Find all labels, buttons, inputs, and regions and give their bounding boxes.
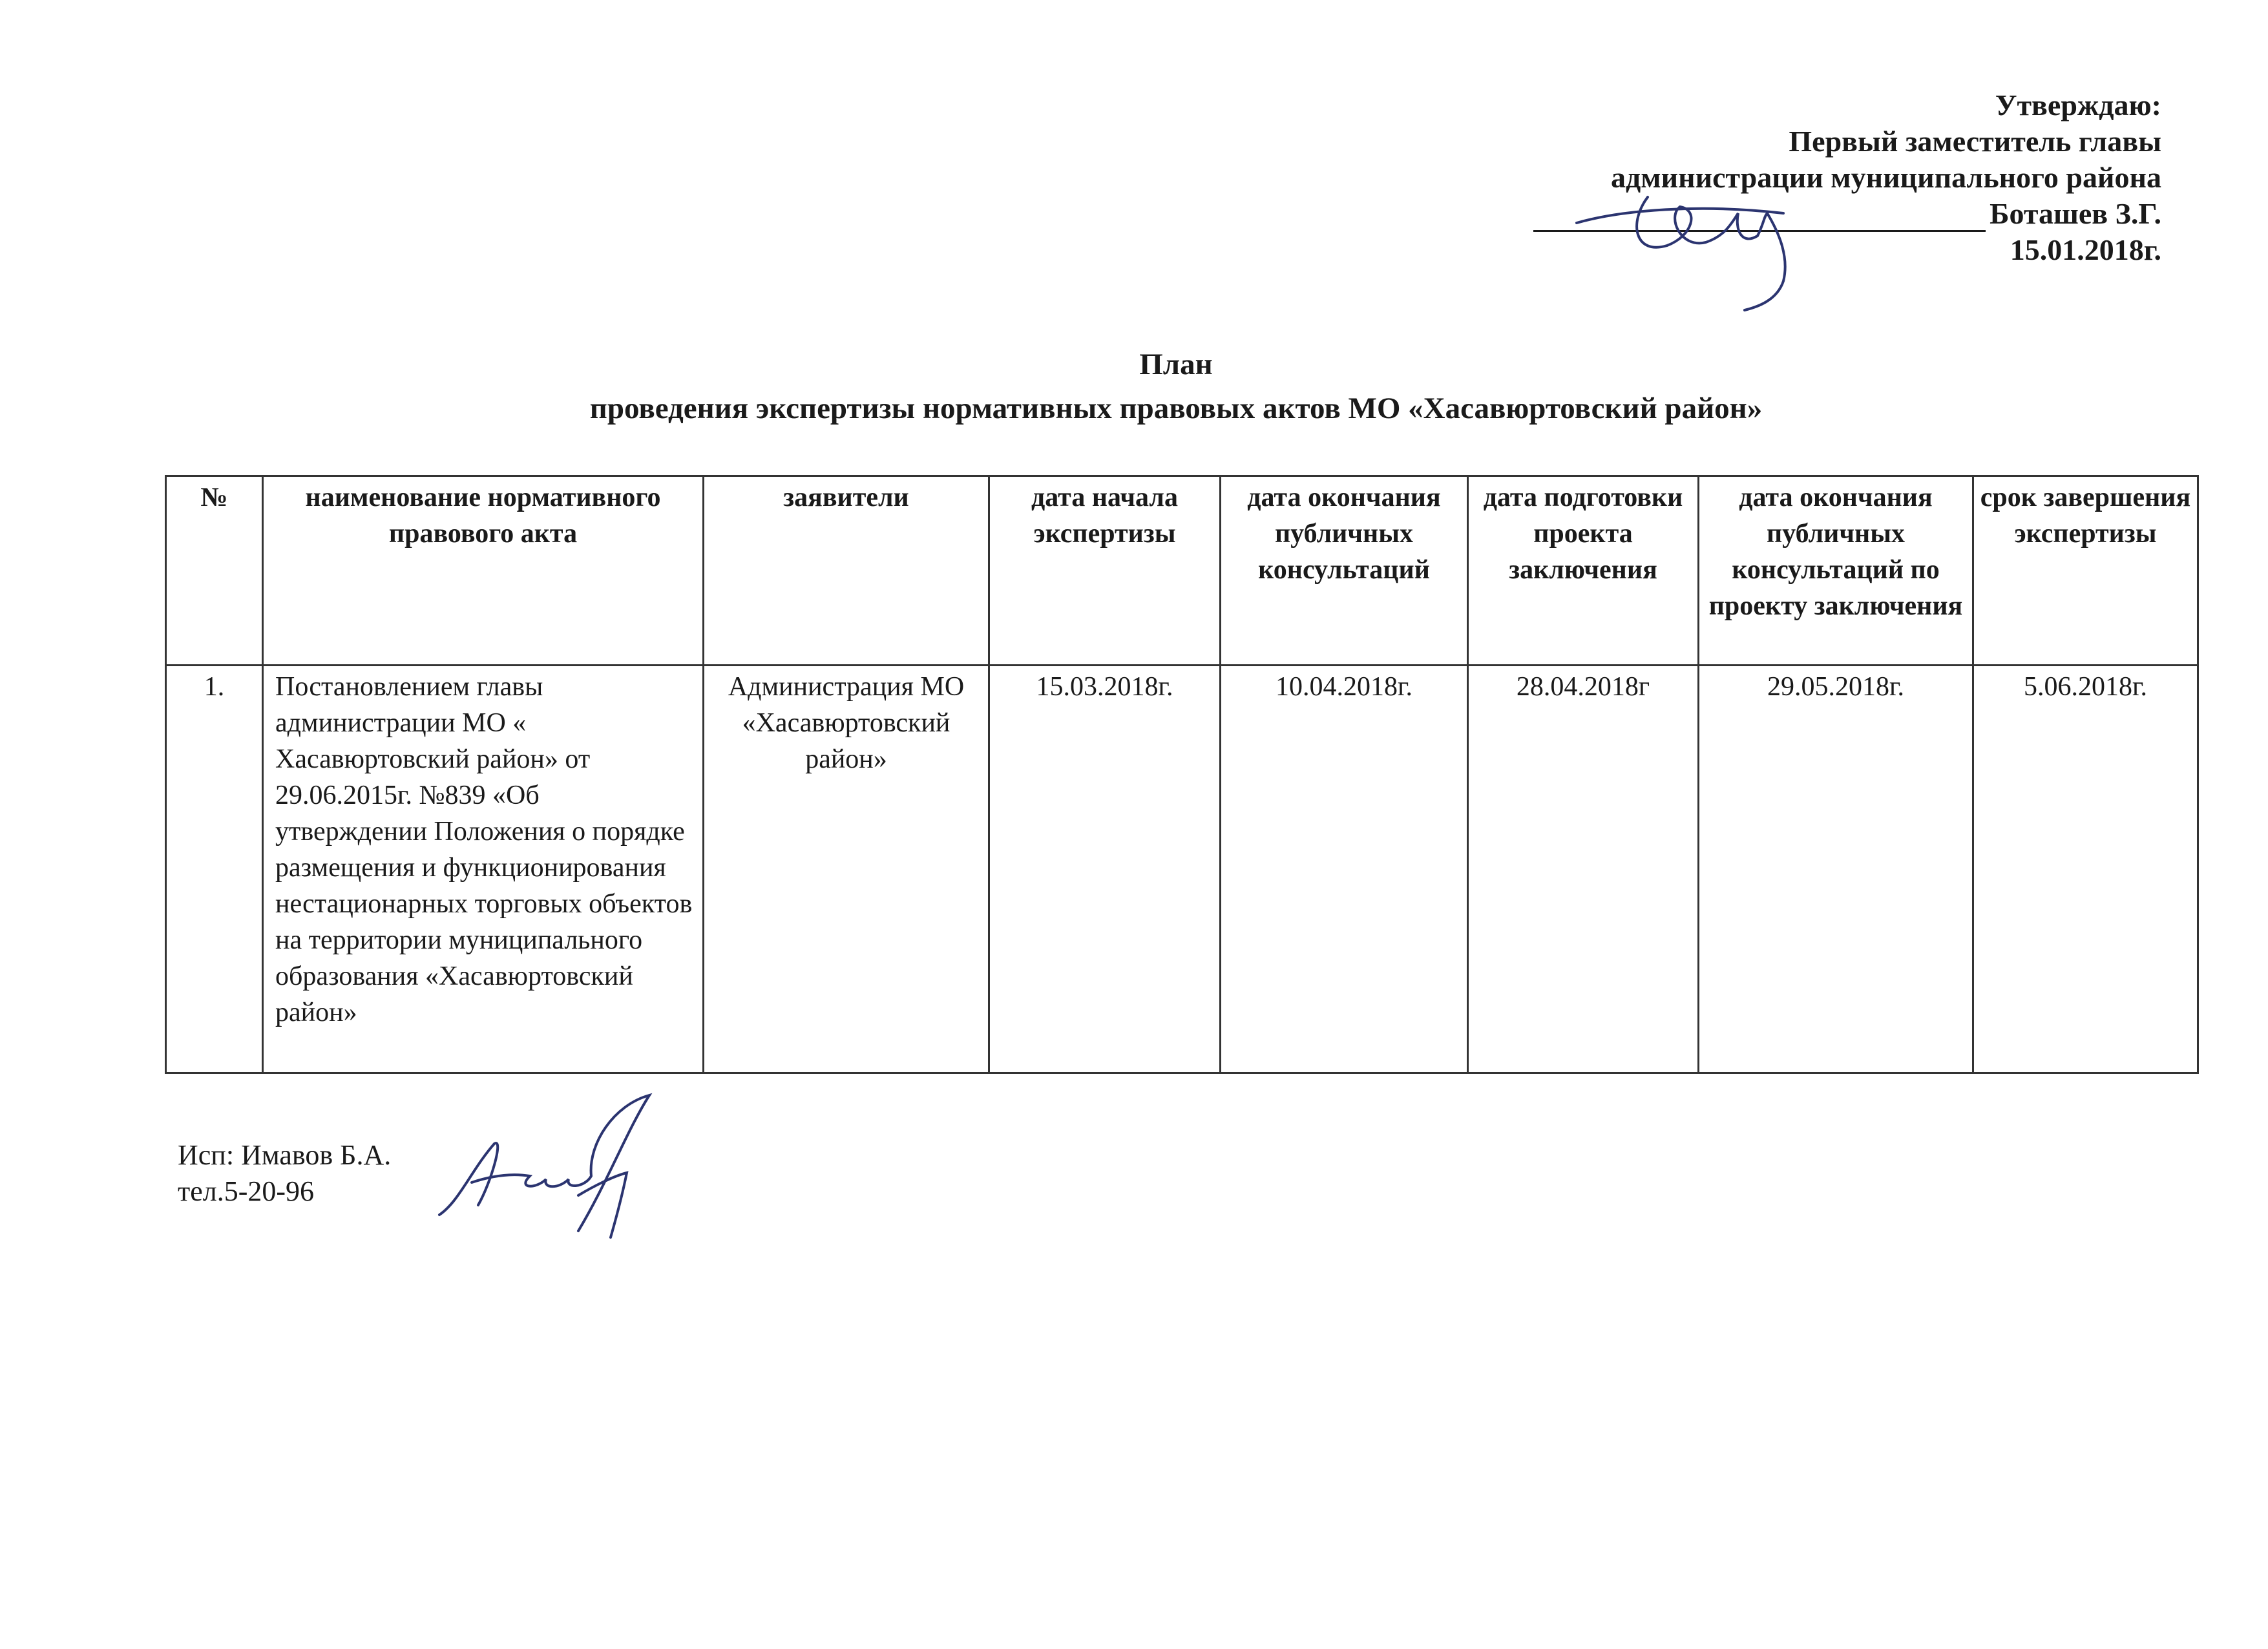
approval-signature-icon	[1570, 184, 1842, 313]
title-line-2: проведения экспертизы нормативных правовых актов МО «Хасавюртовский район»	[589, 392, 1763, 425]
header-consult-end: дата окончания публичных консультаций	[1221, 476, 1468, 666]
header-draft-date: дата подготовки проекта заключения	[1468, 476, 1699, 666]
document-title	[0, 342, 2268, 430]
position-line-2: администрации муниципального района	[1610, 161, 2161, 194]
signer-name: Боташев З.Г.	[1990, 197, 2161, 230]
title-line-1: План	[1139, 348, 1213, 381]
cell-applicant: Администрация МО «Хасавюртовский район»	[704, 666, 989, 1073]
header-start-date: дата начала экспертизы	[989, 476, 1221, 666]
cell-number: 1.	[166, 666, 263, 1073]
table-header-row	[166, 476, 2198, 666]
executor-signature-icon	[433, 1092, 678, 1247]
cell-act-name: Постановлением главы администрации МО « Хасавюртовский район» от 29.06.2015г. №839 «Об утверждении Положения о порядке размещения и функционирования нестационарных торговых объектов на территории муниципального образования «Хасавюртовский район»	[263, 666, 704, 1073]
footer-executor	[178, 1137, 391, 1210]
table-row	[166, 666, 2198, 1073]
cell-start-date: 15.03.2018г.	[989, 666, 1221, 1073]
cell-draft-consult-end: 29.05.2018г.	[1699, 666, 1973, 1073]
header-applicants: заявители	[704, 476, 989, 666]
approve-label: Утверждаю:	[1995, 89, 2161, 121]
approval-date: 15.01.2018г.	[2010, 233, 2161, 266]
cell-draft-date: 28.04.2018г	[1468, 666, 1699, 1073]
executor-name: Исп: Имавов Б.А.	[178, 1139, 392, 1171]
position-line-1: Первый заместитель главы	[1789, 125, 2161, 158]
header-completion: срок завершения экспертизы	[1973, 476, 2198, 666]
expertise-plan-table	[165, 475, 2199, 1074]
cell-completion: 5.06.2018г.	[1973, 666, 2198, 1073]
header-act-name: наименование нормативного правового акта	[263, 476, 704, 666]
cell-consult-end: 10.04.2018г.	[1221, 666, 1468, 1073]
header-draft-consult-end: дата окончания публичных консультаций по проекту заключения	[1699, 476, 1973, 666]
header-number: №	[166, 476, 263, 666]
executor-phone: тел.5-20-96	[178, 1175, 315, 1207]
